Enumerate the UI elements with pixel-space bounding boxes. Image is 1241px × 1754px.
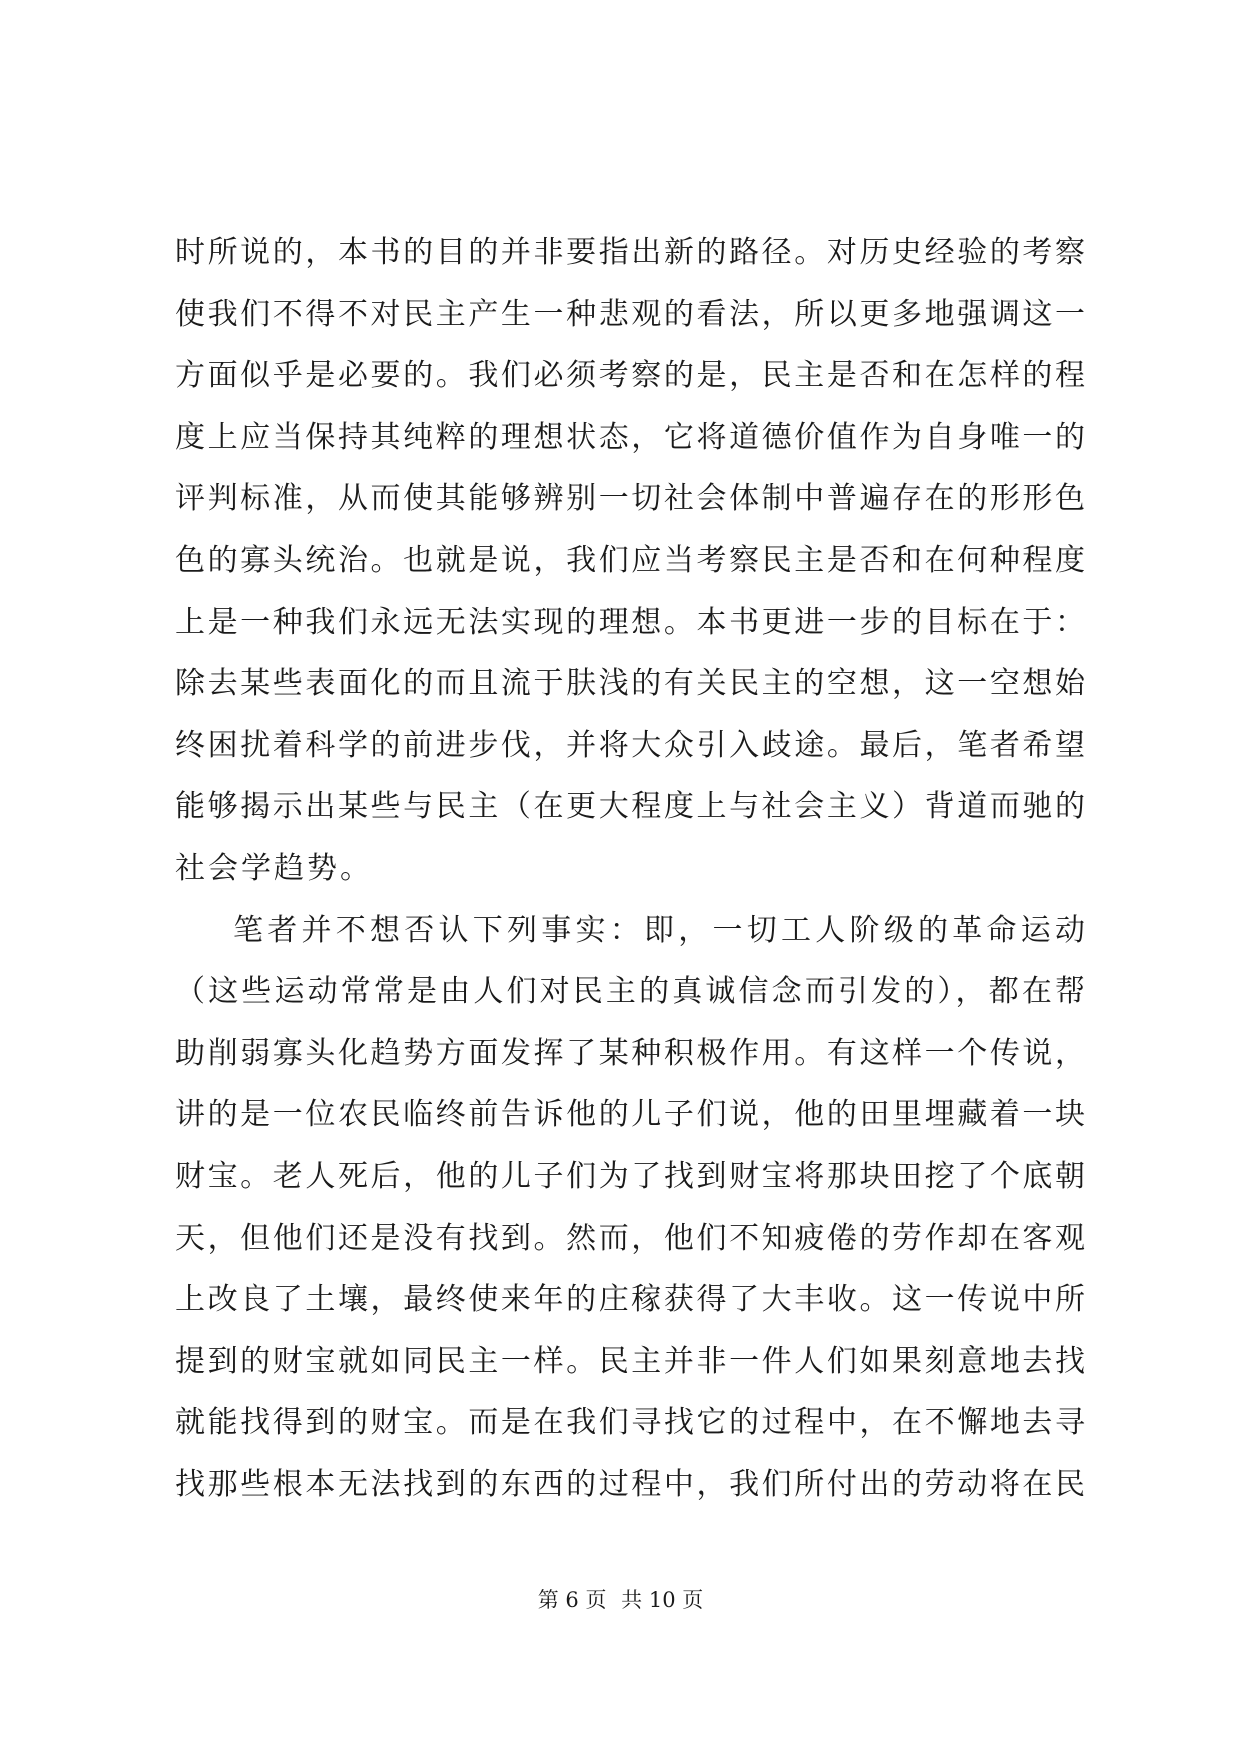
text-line: 就能找得到的财宝。而是在我们寻找它的过程中，在不懈地去寻 bbox=[175, 1405, 1085, 1441]
text-line: 提到的财宝就如同民主一样。民主并非一件人们如果刻意地去找 bbox=[175, 1343, 1085, 1379]
text-line: 除去某些表面化的而且流于肤浅的有关民主的空想，这一空想始 bbox=[175, 666, 1085, 702]
text-line: 社会学趋势。 bbox=[175, 850, 373, 886]
text-line: 天，但他们还是没有找到。然而，他们不知疲倦的劳作却在客观 bbox=[175, 1220, 1085, 1256]
text-line: 时所说的，本书的目的并非要指出新的路径。对历史经验的考察 bbox=[175, 235, 1085, 270]
page-number: 第 6 页 bbox=[537, 1588, 607, 1612]
text-line: （这些运动常常是由人们对民主的真诚信念而引发的），都在帮 bbox=[175, 974, 1085, 1010]
text-line: 上改良了土壤，最终使来年的庄稼获得了大丰收。这一传说中所 bbox=[175, 1282, 1085, 1318]
text-line: 能够揭示出某些与民主（在更大程度上与社会主义）背道而驰的 bbox=[175, 789, 1085, 825]
text-line: 色的寡头统治。也就是说，我们应当考察民主是否和在何种程度 bbox=[175, 542, 1085, 578]
text-line: 终困扰着科学的前进步伐，并将大众引入歧途。最后，笔者希望 bbox=[175, 727, 1085, 763]
text-line: 方面似乎是必要的。我们必须考察的是，民主是否和在怎样的程 bbox=[175, 358, 1085, 394]
paragraph-first-line: 笔者并不想否认下列事实：即，一切工人阶级的革命运动 bbox=[233, 912, 1085, 948]
page-footer bbox=[0, 1585, 1241, 1615]
text-line: 助削弱寡头化趋势方面发挥了某种积极作用。有这样一个传说， bbox=[175, 1035, 1085, 1071]
body-text bbox=[175, 222, 1085, 1515]
text-line: 评判标准，从而使其能够辨别一切社会体制中普遍存在的形形色 bbox=[175, 481, 1085, 517]
text-line: 度上应当保持其纯粹的理想状态，它将道德价值作为自身唯一的 bbox=[175, 419, 1085, 455]
text-line: 讲的是一位农民临终前告诉他的儿子们说，他的田里埋藏着一块 bbox=[175, 1097, 1085, 1133]
text-line: 找那些根本无法找到的东西的过程中，我们所付出的劳动将在民 bbox=[175, 1466, 1085, 1502]
page-total: 共 10 页 bbox=[621, 1588, 704, 1612]
text-line: 财宝。老人死后，他的儿子们为了找到财宝将那块田挖了个底朝 bbox=[175, 1158, 1085, 1194]
text-line: 使我们不得不对民主产生一种悲观的看法，所以更多地强调这一 bbox=[175, 296, 1085, 332]
text-line: 上是一种我们永远无法实现的理想。本书更进一步的目标在于： bbox=[175, 604, 1085, 640]
